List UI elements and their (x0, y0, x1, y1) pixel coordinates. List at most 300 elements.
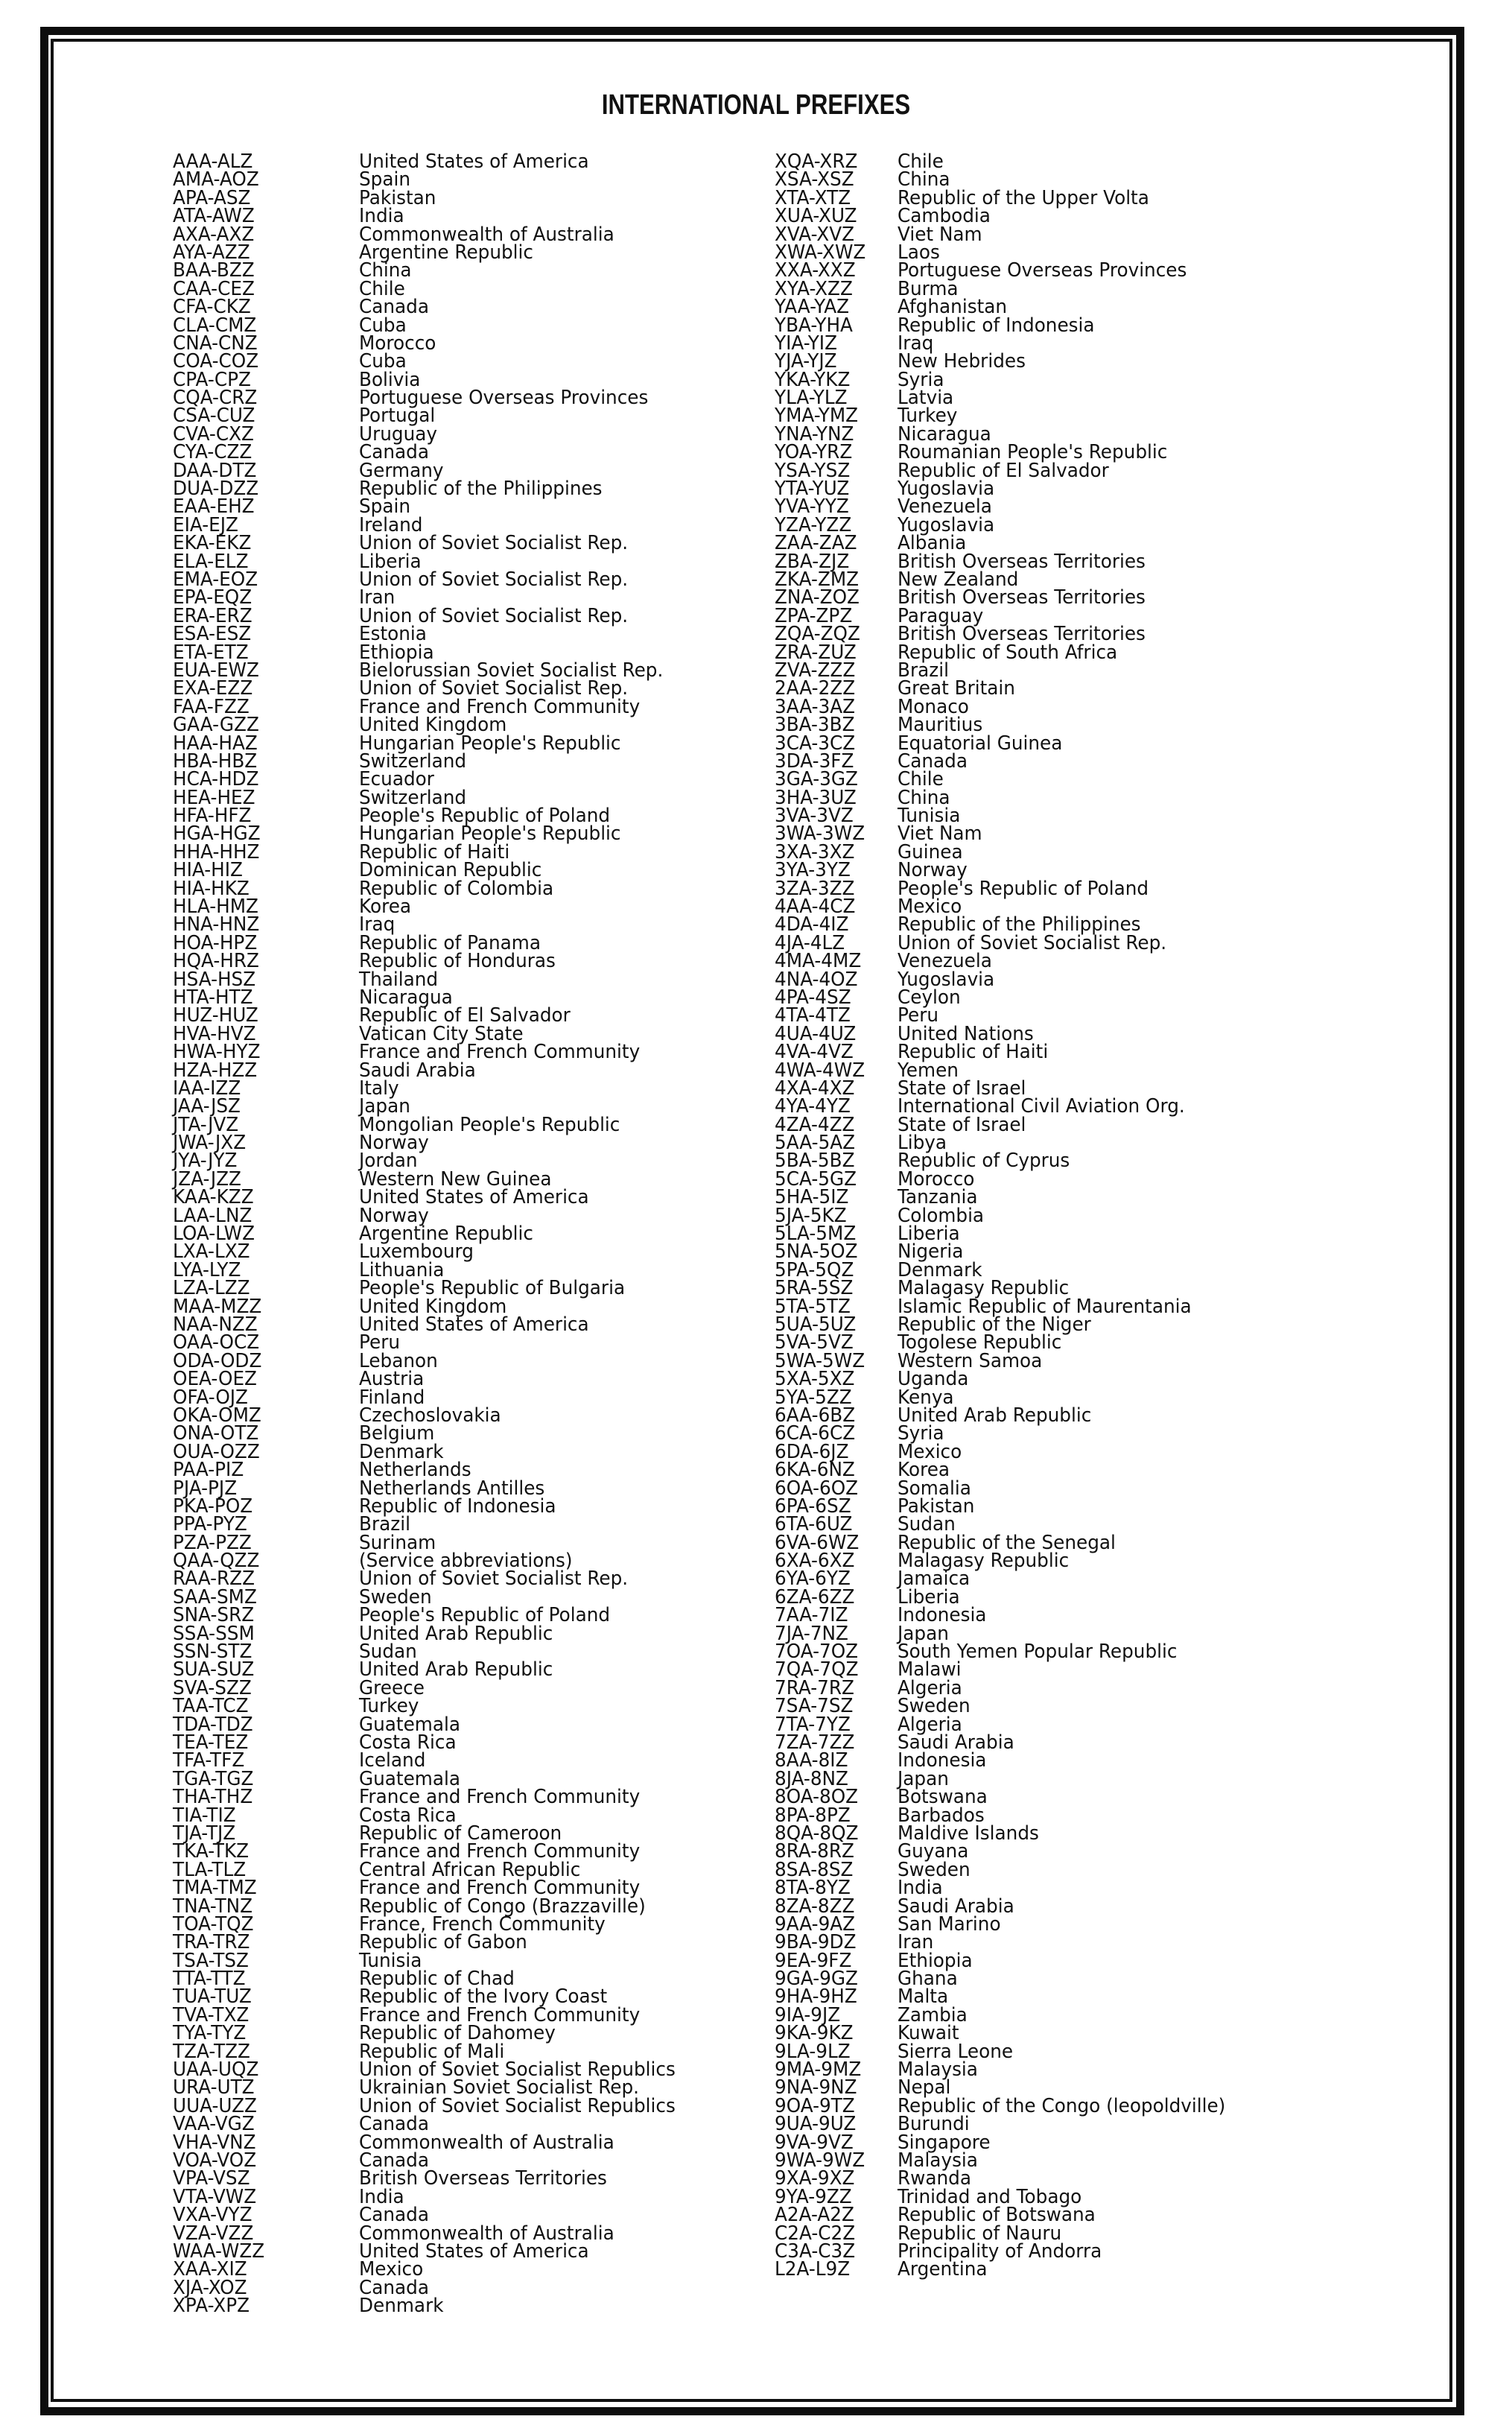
prefix-code-text: 8OA-8OZ (775, 1786, 859, 1809)
prefix-code-text: XUA-XUZ (775, 205, 857, 228)
country-name-text: Iran (359, 586, 396, 609)
prefix-row (775, 1749, 1430, 1772)
country-name-text: Sweden (898, 1695, 971, 1718)
prefix-code-text: 4DA-4IZ (775, 913, 849, 936)
prefix-code-text: TOA-TQZ (173, 1912, 254, 1936)
prefix-row (173, 2240, 754, 2263)
prefix-code-text: UUA-UZZ (173, 2094, 257, 2117)
country-name-text: Nepal (898, 2076, 951, 2099)
prefix-row (775, 1550, 1430, 1573)
prefix-code-text: ZAA-ZAZ (775, 532, 857, 555)
country-name-text: Estonia (359, 623, 427, 646)
country-name-text: Cambodia (898, 205, 991, 228)
prefix-row (775, 2167, 1430, 2190)
prefix-code-text: VXA-VYZ (173, 2204, 252, 2227)
prefix-code-text: AYA-AZZ (173, 241, 250, 264)
prefix-row (173, 1676, 754, 1699)
prefix-code-text: 2AA-2ZZ (775, 677, 856, 700)
prefix-row (775, 2058, 1430, 2082)
country-name-text: Guatemala (359, 1713, 461, 1736)
country-name-text: Venezuela (898, 495, 992, 519)
prefix-code-text: DAA-DTZ (173, 459, 257, 482)
country-name-text: Republic of Congo (Brazzaville) (359, 1895, 646, 1918)
country-name-text: Argentina (898, 2258, 988, 2281)
prefix-code-text: YKA-YKZ (775, 368, 851, 391)
prefix-code-text: PKA-POZ (173, 1494, 253, 1518)
prefix-code-text: URA-UTZ (173, 2076, 255, 2099)
prefix-row (775, 1895, 1430, 1918)
country-name-text: Sweden (898, 1858, 971, 1881)
prefix-code-text: 7QA-7QZ (775, 1658, 859, 1681)
prefix-row (775, 877, 1430, 900)
prefix-code-text: 3HA-3UZ (775, 786, 857, 809)
prefix-code-text: CQA-CRZ (173, 387, 258, 410)
country-name-text: Burundi (898, 2113, 970, 2136)
prefix-code-text: HEA-HEZ (173, 786, 255, 809)
prefix-code-text: TFA-TFZ (173, 1749, 245, 1772)
prefix-code-text: 8JA-8NZ (775, 1767, 848, 1790)
prefix-code-text: YAA-YAZ (775, 296, 850, 319)
prefix-code-text: HWA-HYZ (173, 1041, 261, 1064)
country-name-text: Korea (898, 1459, 950, 1482)
country-name-text: Ethiopia (898, 1949, 973, 1972)
country-name-text: Rwanda (898, 2167, 971, 2190)
prefix-row (775, 950, 1430, 973)
country-name-text: Belgium (359, 1422, 435, 1445)
country-name-text: Republic of Colombia (359, 877, 554, 900)
prefix-code-text: VTA-VWZ (173, 2185, 257, 2208)
prefix-code-text: APA-ASZ (173, 186, 251, 209)
prefix-row (775, 1349, 1430, 1372)
prefix-code-text: 7RA-7RZ (775, 1676, 854, 1699)
country-name-text: Republic of the Philippines (898, 913, 1141, 936)
prefix-row (775, 1568, 1430, 1591)
prefix-row (775, 478, 1430, 501)
prefix-row (775, 1858, 1430, 1881)
country-name-text: Monaco (898, 695, 969, 718)
country-name-text: Union of Soviet Socialist Rep. (359, 568, 629, 591)
prefix-row (775, 368, 1430, 391)
country-name-text: Viet Nam (898, 223, 982, 246)
prefix-row (775, 1531, 1430, 1554)
prefix-code-text: ZPA-ZPZ (775, 604, 853, 627)
country-name-text: United Kingdom (359, 714, 507, 737)
prefix-row (775, 1641, 1430, 1664)
country-name-text: South Yemen Popular Republic (898, 1641, 1178, 1664)
prefix-row (173, 259, 754, 282)
country-name-text: Republic of Cyprus (898, 1150, 1070, 1173)
country-name-text: United Arab Republic (898, 1404, 1092, 1427)
country-name-text: Union of Soviet Socialist Rep. (359, 1568, 629, 1591)
country-name-text: Sierra Leone (898, 2040, 1014, 2063)
country-name-text: Union of Soviet Socialist Rep. (898, 931, 1167, 954)
prefix-row (173, 314, 754, 337)
prefix-code-text: YZA-YZZ (775, 513, 852, 536)
country-name-text: (Service abbreviations) (359, 1550, 573, 1573)
prefix-code-text: NAA-NZZ (173, 1313, 258, 1336)
prefix-code-text: LZA-LZZ (173, 1277, 250, 1300)
prefix-code-text: EPA-EQZ (173, 586, 252, 609)
country-name-text: Maldive Islands (898, 1822, 1039, 1845)
prefix-code-text: ETA-ETZ (173, 641, 249, 664)
prefix-code-text: 6TA-6UZ (775, 1513, 853, 1536)
country-name-text: Libya (898, 1132, 947, 1155)
country-name-text: Germany (359, 459, 444, 482)
country-name-text: Japan (898, 1622, 949, 1645)
prefix-code-text: 5AA-5AZ (775, 1132, 856, 1155)
country-name-text: Turkey (898, 405, 958, 428)
country-name-text: Italy (359, 1077, 399, 1100)
prefix-row (173, 1132, 754, 1155)
country-name-text: Republic of the Niger (898, 1313, 1091, 1336)
prefix-code-text: TMA-TMZ (173, 1877, 257, 1900)
country-name-text: Kenya (898, 1386, 954, 1409)
prefix-row (775, 1440, 1430, 1463)
prefix-code-text: SVA-SZZ (173, 1676, 252, 1699)
prefix-row (173, 1422, 754, 1445)
prefix-row (775, 332, 1430, 355)
country-name-text: Japan (359, 1095, 410, 1118)
prefix-code-text: 3BA-3BZ (775, 714, 855, 737)
country-name-text: Guinea (898, 840, 963, 863)
country-name-text: Jordan (359, 1150, 418, 1173)
prefix-code-text: HNA-HNZ (173, 913, 260, 936)
country-name-text: Republic of Botswana (898, 2204, 1096, 2227)
country-name-text: Republic of Honduras (359, 950, 556, 973)
prefix-code-text: HHA-HHZ (173, 840, 260, 863)
country-name-text: Latvia (898, 387, 954, 410)
country-name-text: Republic of Indonesia (898, 314, 1095, 337)
prefix-code-text: PJA-PJZ (173, 1477, 238, 1500)
country-name-text: France and French Community (359, 1041, 641, 1064)
prefix-row (775, 513, 1430, 536)
prefix-code-text: ELA-ELZ (173, 550, 249, 573)
country-name-text: Indonesia (898, 1749, 987, 1772)
country-name-text: United Kingdom (359, 1295, 507, 1318)
prefix-row (775, 1459, 1430, 1482)
prefix-code-text: 3WA-3WZ (775, 822, 865, 846)
prefix-code-text: ZRA-ZUZ (775, 641, 857, 664)
prefix-code-text: AMA-AOZ (173, 168, 259, 191)
country-name-text: Costa Rica (359, 1731, 457, 1754)
country-name-text: Yugoslavia (898, 968, 995, 991)
prefix-code-text: PAA-PIZ (173, 1459, 244, 1482)
prefix-code-text: TTA-TTZ (173, 1968, 246, 1991)
prefix-code-text: JYA-JYZ (173, 1150, 238, 1173)
prefix-code-text: 9WA-9WZ (775, 2149, 865, 2172)
country-name-text: Switzerland (359, 749, 467, 773)
prefix-code-text: 7SA-7SZ (775, 1695, 854, 1718)
prefix-code-text: 7OA-7OZ (775, 1641, 859, 1664)
country-name-text: Saudi Arabia (359, 1059, 476, 1082)
country-name-text: Turkey (359, 1695, 419, 1718)
country-name-text: Iraq (898, 332, 934, 355)
prefix-code-text: TIA-TIZ (173, 1804, 236, 1827)
country-name-text: India (359, 2185, 404, 2208)
prefix-row (775, 1022, 1430, 1045)
prefix-row (775, 223, 1430, 246)
country-name-text: Botswana (898, 1786, 988, 1809)
country-name-text: Chile (898, 768, 944, 791)
prefix-code-text: HGA-HGZ (173, 822, 261, 846)
prefix-code-text: 4TA-4TZ (775, 1004, 851, 1027)
prefix-code-text: 9MA-9MZ (775, 2058, 862, 2082)
country-name-text: Republic of the Ivory Coast (359, 1985, 608, 2009)
country-name-text: Ukrainian Soviet Socialist Rep. (359, 2076, 639, 2099)
prefix-row (775, 768, 1430, 791)
prefix-row (173, 422, 754, 446)
country-name-text: Guyana (898, 1840, 969, 1863)
prefix-code-text: VAA-VGZ (173, 2113, 255, 2136)
country-name-text: Republic of Haiti (898, 1041, 1049, 1064)
country-name-text: Bielorussian Soviet Socialist Rep. (359, 659, 664, 682)
country-name-text: State of Israel (898, 1113, 1026, 1136)
country-name-text: British Overseas Territories (898, 550, 1146, 573)
prefix-code-text: XWA-XWZ (775, 241, 866, 264)
country-name-text: Paraguay (898, 604, 984, 627)
country-name-text: Netherlands Antilles (359, 1477, 545, 1500)
prefix-row (173, 150, 754, 173)
prefix-row (775, 659, 1430, 682)
country-name-text: Denmark (898, 1258, 982, 1281)
prefix-code-text: 4XA-4XZ (775, 1077, 855, 1100)
prefix-code-text: BAA-BZZ (173, 259, 255, 282)
prefix-code-text: SAA-SMZ (173, 1585, 257, 1608)
prefix-row (775, 749, 1430, 773)
country-name-text: Algeria (898, 1713, 962, 1736)
prefix-row (173, 1240, 754, 1264)
prefix-code-text: 7TA-7YZ (775, 1713, 851, 1736)
country-name-text: Vatican City State (359, 1022, 524, 1045)
prefix-row (173, 186, 754, 209)
country-name-text: Switzerland (359, 786, 467, 809)
prefix-row (775, 1041, 1430, 1064)
prefix-code-text: ZVA-ZZZ (775, 659, 856, 682)
prefix-row (173, 623, 754, 646)
prefix-code-text: 9AA-9AZ (775, 1912, 856, 1936)
prefix-row (775, 259, 1430, 282)
prefix-code-text: EUA-EWZ (173, 659, 259, 682)
country-name-text: Roumanian People's Republic (898, 441, 1168, 464)
country-name-text: Lebanon (359, 1349, 438, 1372)
prefix-code-text: 9VA-9VZ (775, 2131, 854, 2154)
country-name-text: Republic of Haiti (359, 840, 510, 863)
prefix-row (173, 405, 754, 428)
prefix-row (775, 1676, 1430, 1699)
country-name-text: Syria (898, 368, 944, 391)
prefix-row (173, 749, 754, 773)
country-name-text: Republic of Cameroon (359, 1822, 562, 1845)
prefix-code-text: 8AA-8IZ (775, 1749, 848, 1772)
prefix-row (775, 1494, 1430, 1518)
prefix-code-text: HAA-HAZ (173, 732, 258, 755)
country-name-text: San Marino (898, 1912, 1001, 1936)
country-name-text: British Overseas Territories (359, 2167, 607, 2190)
country-name-text: France and French Community (359, 695, 641, 718)
country-name-text: Republic of Dahomey (359, 2022, 556, 2045)
country-name-text: International Civil Aviation Org. (898, 1095, 1185, 1118)
prefix-code-text: 5CA-5GZ (775, 1167, 857, 1191)
country-name-text: Norway (898, 859, 968, 882)
prefix-code-text: 9OA-9TZ (775, 2094, 855, 2117)
country-name-text: Union of Soviet Socialist Republics (359, 2058, 676, 2082)
prefix-row (173, 1713, 754, 1736)
prefix-row (775, 968, 1430, 991)
prefix-code-text: AXA-AXZ (173, 223, 255, 246)
prefix-code-text: FAA-FZZ (173, 695, 250, 718)
prefix-row (775, 1585, 1430, 1608)
country-name-text: Finland (359, 1386, 425, 1409)
country-name-text: Western Samoa (898, 1349, 1043, 1372)
country-name-text: France and French Community (359, 2003, 641, 2026)
prefix-code-text: 5VA-5VZ (775, 1331, 854, 1354)
prefix-code-text: 9KA-9KZ (775, 2022, 854, 2045)
country-name-text: Commonwealth of Australia (359, 2131, 614, 2154)
prefix-code-text: WAA-WZZ (173, 2240, 265, 2263)
country-name-text: Portugal (359, 405, 436, 428)
country-name-text: Malaysia (898, 2058, 978, 2082)
prefix-code-text: 4MA-4MZ (775, 950, 862, 973)
country-name-text: Greece (359, 1676, 425, 1699)
prefix-code-text: 5JA-5KZ (775, 1204, 847, 1227)
country-name-text: United States of America (359, 1313, 589, 1336)
prefix-code-text: 5BA-5BZ (775, 1150, 855, 1173)
country-name-text: Saudi Arabia (898, 1731, 1014, 1754)
prefix-code-text: VHA-VNZ (173, 2131, 256, 2154)
prefix-row (173, 2185, 754, 2208)
prefix-code-text: 4YA-4YZ (775, 1095, 851, 1118)
prefix-code-text: CVA-CXZ (173, 422, 254, 446)
prefix-code-text: L2A-L9Z (775, 2258, 851, 2281)
country-name-text: Republic of Chad (359, 1968, 515, 1991)
country-name-text: Uganda (898, 1368, 969, 1391)
prefix-code-text: ZQA-ZQZ (775, 623, 860, 646)
prefix-row (173, 896, 754, 919)
country-name-text: Norway (359, 1132, 429, 1155)
prefix-row (775, 1422, 1430, 1445)
country-name-text: Canada (359, 2204, 429, 2227)
country-name-text: Nigeria (898, 1240, 964, 1264)
prefix-row (775, 1912, 1430, 1936)
country-name-text: New Hebrides (898, 350, 1026, 373)
country-name-text: Iraq (359, 913, 396, 936)
prefix-code-text: YBA-YHA (775, 314, 853, 337)
prefix-code-text: JWA-JXZ (173, 1132, 247, 1155)
country-name-text: Morocco (359, 332, 436, 355)
prefix-code-text: 3AA-3AZ (775, 695, 856, 718)
country-name-text: Uruguay (359, 422, 437, 446)
prefix-code-text: DUA-DZZ (173, 478, 259, 501)
country-name-text: Denmark (359, 2295, 444, 2318)
country-name-text: Cuba (359, 350, 407, 373)
country-name-text: Argentine Republic (359, 1223, 533, 1246)
country-name-text: Japan (898, 1767, 949, 1790)
prefix-row (173, 2131, 754, 2154)
prefix-code-text: YJA-YJZ (775, 350, 837, 373)
country-name-text: United States of America (359, 2240, 589, 2263)
prefix-row (775, 1949, 1430, 1972)
prefix-code-text: 6KA-6NZ (775, 1459, 855, 1482)
prefix-code-text: HCA-HDZ (173, 768, 259, 791)
prefix-code-text: 4VA-4VZ (775, 1041, 854, 1064)
prefix-row (775, 150, 1430, 173)
prefix-row (775, 1258, 1430, 1281)
prefix-row (173, 968, 754, 991)
prefix-row (173, 495, 754, 519)
prefix-code-text: 6DA-6JZ (775, 1440, 849, 1463)
prefix-code-text: CSA-CUZ (173, 405, 255, 428)
prefix-row (775, 314, 1430, 337)
prefix-code-text: LAA-LNZ (173, 1204, 252, 1227)
country-name-text: Barbados (898, 1804, 985, 1827)
country-name-text: Ethiopia (359, 641, 434, 664)
prefix-row (775, 1877, 1430, 1900)
country-name-text: United Arab Republic (359, 1622, 553, 1645)
country-name-text: Thailand (359, 968, 439, 991)
country-name-text: Liberia (359, 550, 422, 573)
prefix-row (775, 1150, 1430, 1173)
prefix-row (775, 2240, 1430, 2263)
country-name-text: Norway (359, 1204, 429, 1227)
prefix-code-text: IAA-IZZ (173, 1077, 241, 1100)
prefix-code-text: XSA-XSZ (775, 168, 854, 191)
prefix-code-text: 4UA-4UZ (775, 1022, 857, 1045)
country-name-text: Hungarian People's Republic (359, 822, 621, 846)
prefix-code-text: 9GA-9GZ (775, 1968, 858, 1991)
prefix-code-text: CPA-CPZ (173, 368, 251, 391)
prefix-code-text: XQA-XRZ (775, 150, 858, 173)
prefix-code-text: EMA-EOZ (173, 568, 258, 591)
prefix-code-text: SSA-SSM (173, 1622, 255, 1645)
country-name-text: France and French Community (359, 1840, 641, 1863)
prefix-code-text: YTA-YUZ (775, 478, 850, 501)
prefix-row (173, 2295, 754, 2318)
country-name-text: United States of America (359, 1186, 589, 1209)
prefix-row (775, 1931, 1430, 1954)
country-name-text: Union of Soviet Socialist Republics (359, 2094, 676, 2117)
prefix-row (775, 350, 1430, 373)
prefix-code-text: 5PA-5QZ (775, 1258, 854, 1281)
prefix-code-text: 6OA-6OZ (775, 1477, 859, 1500)
country-name-text: Principality of Andorra (898, 2240, 1102, 2263)
prefix-code-text: C2A-C2Z (775, 2222, 856, 2245)
prefix-row (775, 1985, 1430, 2009)
prefix-code-text: 9IA-9JZ (775, 2003, 841, 2026)
prefix-code-text: CAA-CEZ (173, 277, 255, 300)
country-name-text: Peru (898, 1004, 939, 1027)
prefix-code-text: CFA-CKZ (173, 296, 251, 319)
prefix-row (173, 1931, 754, 1954)
prefix-code-text: OFA-OJZ (173, 1386, 248, 1409)
country-name-text: France, French Community (359, 1912, 606, 1936)
prefix-row (775, 822, 1430, 846)
country-name-text: Sweden (359, 1585, 432, 1608)
prefix-code-text: SNA-SRZ (173, 1604, 255, 1627)
prefix-code-text: 9YA-9ZZ (775, 2185, 852, 2208)
country-name-text: Indonesia (898, 1604, 987, 1627)
country-name-text: Republic of Panama (359, 931, 541, 954)
prefix-code-text: 9BA-9DZ (775, 1931, 857, 1954)
prefix-code-text: HSA-HSZ (173, 968, 256, 991)
country-name-text: India (898, 1877, 943, 1900)
country-name-text: Mexico (898, 1440, 962, 1463)
prefix-code-text: VZA-VZZ (173, 2222, 254, 2245)
country-name-text: Hungarian People's Republic (359, 732, 621, 755)
prefix-row (775, 1658, 1430, 1681)
prefix-code-text: COA-COZ (173, 350, 259, 373)
country-name-text: Burma (898, 277, 959, 300)
prefix-code-text: GAA-GZZ (173, 714, 259, 737)
